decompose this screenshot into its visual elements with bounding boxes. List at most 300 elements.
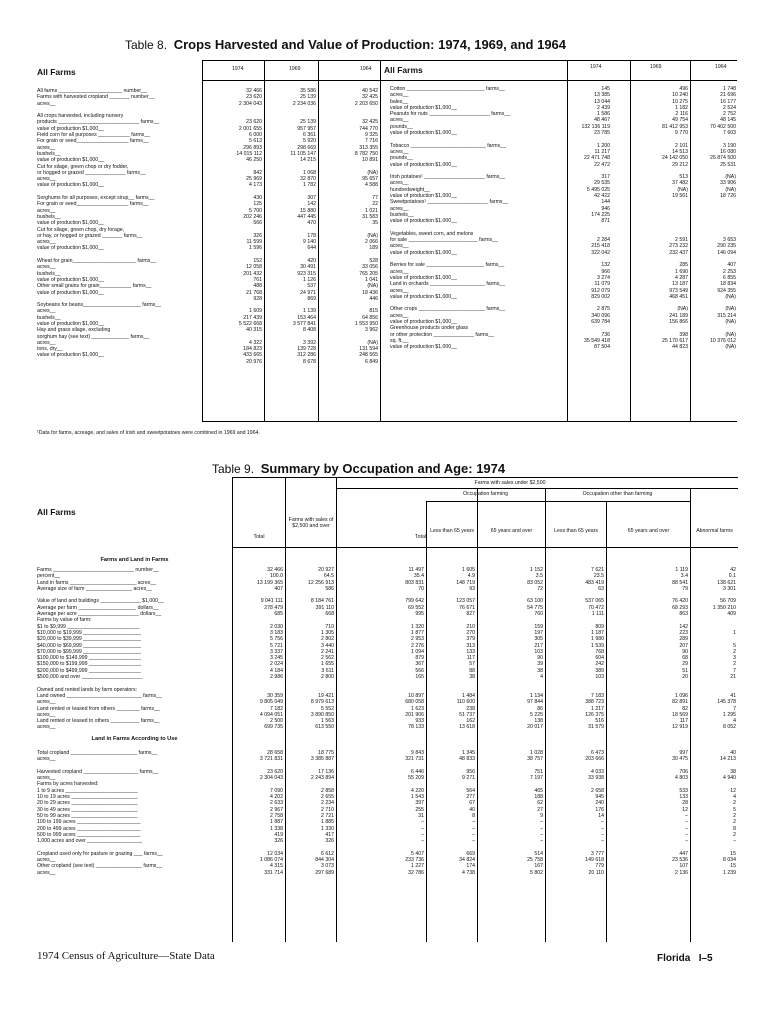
cell: 100 to 199 acres ______________________ xyxy=(37,819,141,826)
t8-right-year-1969: 1969 xyxy=(650,64,662,70)
cell: 12 256 913 xyxy=(308,579,334,586)
cell: 81 412 953 xyxy=(662,123,688,130)
cell: – xyxy=(685,825,688,832)
cell: 2 xyxy=(733,831,736,838)
cell: 48 833 xyxy=(459,756,475,763)
t9-column xyxy=(691,750,736,876)
cell: 3 962 xyxy=(365,327,378,334)
t8-right-year-1964: 1964 xyxy=(715,64,727,70)
t9-column xyxy=(478,750,543,876)
cell: 7 xyxy=(733,667,736,674)
cell: 1 484 xyxy=(462,692,475,699)
cell: 4 xyxy=(733,794,736,801)
cell: Cut for silage, green chop or dry fodder, xyxy=(37,163,129,170)
cell: 3 183 xyxy=(270,629,283,636)
cell: 409 xyxy=(727,611,736,618)
cell: 10 275 xyxy=(672,98,688,105)
cell: 829 002 xyxy=(591,293,610,300)
cell: 1 096 xyxy=(675,692,688,699)
cell: value of production $1,000__ xyxy=(390,318,457,325)
cell: Peanuts for nuts _____________________ farms__ xyxy=(390,111,510,118)
cell: (NA) xyxy=(367,232,378,239)
cell: acres__ xyxy=(37,308,56,315)
cell: 23 785 xyxy=(594,130,610,137)
cell: 468 451 xyxy=(669,293,688,300)
cell: 145 xyxy=(601,86,610,92)
cell: Vegetables, sweet corn, and melons xyxy=(390,230,474,237)
cell: 25 139 xyxy=(300,119,316,126)
cell: 326 xyxy=(274,838,283,845)
cell: 2 276 xyxy=(411,642,424,649)
cell: 176 xyxy=(595,806,604,813)
cell: value of production $1,000__ xyxy=(390,293,457,300)
cell: 12 xyxy=(682,806,688,813)
cell: 67 xyxy=(469,800,475,807)
cell: 289 xyxy=(679,636,688,643)
cell: 50 to 99 acres _______________________ xyxy=(37,812,138,819)
t9-hdr-occupation-other: Occupation other than farming xyxy=(582,491,653,497)
cell: 388 723 xyxy=(585,699,604,706)
cell: 20 927 xyxy=(318,567,334,573)
cell: 465 xyxy=(534,787,543,794)
cell: acres__ xyxy=(390,243,409,250)
cell: 63 xyxy=(598,585,604,592)
cell: 844 304 xyxy=(315,857,334,864)
cell: 928 xyxy=(253,295,262,302)
t8-right-labels xyxy=(390,86,550,350)
cell: 18 726 xyxy=(720,193,736,200)
cell: 537 xyxy=(307,283,316,290)
cell: 3 337 xyxy=(270,648,283,655)
cell: 1 605 xyxy=(462,567,475,573)
cell: 5 552 xyxy=(321,705,334,712)
cell: 51 737 xyxy=(459,711,475,718)
cell: 22 xyxy=(372,201,378,208)
cell: 7 183 xyxy=(591,692,604,699)
cell: 2 800 xyxy=(321,674,334,681)
cell: 40 xyxy=(730,750,736,756)
cell: 278 479 xyxy=(264,604,283,611)
t9-column xyxy=(286,567,334,731)
cell: 28 xyxy=(682,800,688,807)
cell: 18 775 xyxy=(318,750,334,756)
t9-colhdr-other-under65: Less than 65 years xyxy=(554,528,598,534)
cell: 1 305 xyxy=(321,629,334,636)
cell: Sweetpotatoes¹ _____________________ farms__ xyxy=(390,199,509,206)
cell: 3.5 xyxy=(535,573,543,580)
cell: – xyxy=(685,819,688,826)
cell: tons, dry__ xyxy=(37,346,63,353)
cell: 313 355 xyxy=(359,144,378,151)
cell: 779 xyxy=(595,863,604,870)
cell: 1 217 xyxy=(591,705,604,712)
cell: 203 666 xyxy=(585,756,604,763)
cell: 2 066 xyxy=(365,239,378,246)
cell: 40 315 xyxy=(246,327,262,334)
footer-census-title: 1974 Census of Agriculture—State Data xyxy=(37,950,215,962)
cell: 51 xyxy=(682,667,688,674)
cell: 90 xyxy=(682,648,688,655)
cell: $500,000 and over _____________________ xyxy=(37,674,143,681)
t9-column xyxy=(607,567,688,731)
cell: – xyxy=(685,812,688,819)
t8-right-col-1964 xyxy=(692,86,736,350)
cell: 2 439 xyxy=(597,104,610,111)
cell: Farms by acres harvested: xyxy=(37,781,99,788)
cell: 1 028 xyxy=(530,750,543,756)
cell: (NA) xyxy=(367,169,378,176)
cell: 54 775 xyxy=(527,604,543,611)
cell: 56 709 xyxy=(720,598,736,605)
cell: 391 110 xyxy=(315,604,334,611)
cell: 16 080 xyxy=(720,148,736,155)
cell: 331 714 xyxy=(264,869,283,876)
cell: 23.5 xyxy=(593,573,604,580)
cell: 2 524 xyxy=(723,104,736,111)
cell: 117 xyxy=(466,655,475,662)
cell: (NA) xyxy=(677,306,688,313)
cell: 3 777 xyxy=(591,850,604,857)
cell: 277 xyxy=(466,794,475,801)
cell: 1 200 xyxy=(597,142,610,149)
cell: $20,000 to $39,999 ____________________ xyxy=(37,636,141,643)
cell: 533 xyxy=(679,787,688,794)
cell: 3 245 xyxy=(270,655,283,662)
cell: bushels__ xyxy=(37,314,61,321)
cell: 100.0 xyxy=(270,573,283,580)
cell: 142 xyxy=(679,623,688,630)
t8-right-col-1969 xyxy=(632,86,688,350)
cell: 39 xyxy=(537,661,543,668)
cell: 270 xyxy=(466,629,475,636)
cell: 34 824 xyxy=(459,857,475,864)
cell: $150,000 to $199,999 __________________ xyxy=(37,661,141,668)
cell: 1 041 xyxy=(365,276,378,283)
cell: 842 xyxy=(253,169,262,176)
cell: Sorghums for all purposes, except sirup__ farms__ xyxy=(37,195,155,202)
cell: 23 536 xyxy=(672,857,688,864)
cell: 1 980 xyxy=(591,636,604,643)
cell: 1 623 xyxy=(411,705,424,712)
cell: bales__ xyxy=(390,98,409,105)
cell: 13 618 xyxy=(459,724,475,731)
t9-column xyxy=(286,750,334,876)
t9-hdr-occupation-farming: Occupation farming xyxy=(463,491,508,497)
cell: 27 xyxy=(537,806,543,813)
cell: 11 497 xyxy=(408,567,424,573)
cell: 30 359 xyxy=(267,692,283,699)
cell: 20 110 xyxy=(588,869,604,876)
cell: 68 xyxy=(682,655,688,662)
cell: – xyxy=(421,819,424,826)
cell: 31 583 xyxy=(362,213,378,220)
cell: 2 710 xyxy=(321,806,334,813)
cell: 88 541 xyxy=(672,579,688,586)
cell: 29 212 xyxy=(672,161,688,168)
cell: 7 182 xyxy=(270,705,283,712)
cell: 680 058 xyxy=(405,699,424,706)
cell: 202 246 xyxy=(243,213,262,220)
cell: 255 xyxy=(415,806,424,813)
cell: 827 xyxy=(466,611,475,618)
cell: 79 xyxy=(682,585,688,592)
cell: value of production $1,000__ xyxy=(390,218,457,225)
cell: acres__ xyxy=(390,148,409,155)
cell: 710 xyxy=(325,623,334,630)
cell: 152 xyxy=(253,258,262,265)
cell: 470 xyxy=(307,220,316,227)
cell: 3 385 887 xyxy=(310,756,334,763)
cell: 0.1 xyxy=(728,573,736,580)
t9-column xyxy=(427,567,475,731)
cell: 76 671 xyxy=(459,604,475,611)
cell: 1 539 xyxy=(591,642,604,649)
cell: sorghum hay (see text) _____________ farms__ xyxy=(37,333,150,340)
cell: 142 xyxy=(307,201,316,208)
cell: All farms ______________________ number__ xyxy=(37,88,147,94)
cell: 25 170 617 xyxy=(662,337,688,344)
cell: 2 802 xyxy=(321,636,334,643)
table9-left-header: All Farms xyxy=(37,507,76,517)
cell: 1 877 xyxy=(411,629,424,636)
cell: 23 620 xyxy=(246,119,262,126)
cell: $1 to $9,999 _________________________ xyxy=(37,623,140,630)
cell: – xyxy=(540,838,543,845)
cell: 313 xyxy=(466,642,475,649)
cell: 483 419 xyxy=(585,579,604,586)
cell: 20 017 xyxy=(527,724,543,731)
cell: 90 xyxy=(537,655,543,662)
cell: Other crops _______________________ farms__ xyxy=(390,306,506,313)
cell: 14 015 112 xyxy=(236,150,262,157)
cell: Irish potatoes¹ _____________________ farms__ xyxy=(390,174,506,181)
cell: All crops harvested, including nursery xyxy=(37,113,124,120)
cell: 184 823 xyxy=(243,346,262,353)
t8-left-col-1964 xyxy=(320,88,378,365)
cell: 1 543 xyxy=(411,794,424,801)
cell: 407 xyxy=(274,585,283,592)
cell: $40,000 to $69,999 ____________________ xyxy=(37,642,141,649)
cell: 201 432 xyxy=(243,270,262,277)
cell: $100,000 to $149,999 __________________ xyxy=(37,655,141,662)
cell: 210 xyxy=(466,623,475,630)
cell: acres__ xyxy=(37,699,56,706)
cell: 248 565 xyxy=(359,352,378,359)
cell: bushels__ xyxy=(37,150,61,157)
cell: 419 xyxy=(274,831,283,838)
cell: or hogged or grazed ______________ farms__ xyxy=(37,169,146,176)
cell: 133 xyxy=(679,794,688,801)
cell: 103 xyxy=(534,648,543,655)
cell: 1 690 xyxy=(675,268,688,275)
cell: Value of land and buildings ______________ $1,000__ xyxy=(37,598,164,605)
cell: 420 xyxy=(307,258,316,265)
cell: 87 504 xyxy=(594,344,610,351)
t9-column xyxy=(337,750,424,876)
t9-column xyxy=(427,750,475,876)
cell: 2 591 xyxy=(675,237,688,244)
cell: 21 xyxy=(730,674,736,681)
cell: 973 549 xyxy=(669,287,688,294)
cell: 10 240 xyxy=(672,92,688,99)
cell: sq. ft.__ xyxy=(390,337,409,344)
cell: 1 596 xyxy=(249,245,262,252)
cell: – xyxy=(601,825,604,832)
cell: 995 xyxy=(415,611,424,618)
cell: – xyxy=(472,831,475,838)
cell: 2 xyxy=(733,661,736,668)
cell: 447 445 xyxy=(297,213,316,220)
cell: 4 322 xyxy=(249,339,262,346)
cell: 70 xyxy=(418,585,424,592)
cell: 13 187 xyxy=(672,281,688,288)
cell: 4 184 xyxy=(270,667,283,674)
cell: For grain or seed__________________ farms__ xyxy=(37,201,149,208)
cell: 2 721 xyxy=(321,812,334,819)
cell: 82 891 xyxy=(672,699,688,706)
cell: 4 033 xyxy=(591,768,604,775)
cell: 215 418 xyxy=(591,243,610,250)
cell: 188 xyxy=(534,794,543,801)
cell: 966 xyxy=(601,268,610,275)
cell: 14 215 xyxy=(300,157,316,164)
cell: Farms ____________________________ number__ xyxy=(37,567,159,573)
cell: 389 xyxy=(595,667,604,674)
cell: acres__ xyxy=(390,117,409,124)
cell: 107 xyxy=(679,863,688,870)
cell: 8 678 xyxy=(303,358,316,365)
cell: 290 235 xyxy=(717,243,736,250)
cell: Land rented or leased to others __________ farms__ xyxy=(37,718,160,725)
cell: 2 xyxy=(733,800,736,807)
cell: 5 522 668 xyxy=(238,320,262,327)
cell: value of production $1,000__ xyxy=(390,104,457,111)
cell: 88 xyxy=(469,667,475,674)
cell: 761 xyxy=(253,276,262,283)
cell: 736 xyxy=(601,331,610,338)
cell: 57 xyxy=(469,661,475,668)
cell: 6 000 xyxy=(249,132,262,139)
cell: 11 105 147 xyxy=(290,150,316,157)
cell: 9 xyxy=(540,812,543,819)
cell: (NA) xyxy=(725,344,736,351)
cell: 2 203 650 xyxy=(354,100,378,107)
cell: 217 439 xyxy=(243,314,262,321)
cell: value of production $1,000__ xyxy=(37,182,104,189)
cell: 3 890 850 xyxy=(310,711,334,718)
cell: 3 653 xyxy=(723,237,736,244)
cell: pounds__ xyxy=(390,155,413,162)
table8-title xyxy=(125,37,566,52)
cell: 19 561 xyxy=(672,193,688,200)
cell: $10,000 to $19,999 ____________________ xyxy=(37,629,141,636)
cell: Land owned __________________________ farms__ xyxy=(37,692,162,699)
cell: – xyxy=(540,819,543,826)
t9-hdr-under-2500: Farms with sales under $2,500 xyxy=(474,480,546,486)
cell: 2 858 xyxy=(321,787,334,794)
cell: 46 250 xyxy=(246,157,262,164)
cell: 2 234 036 xyxy=(292,100,316,107)
cell: 117 xyxy=(679,718,688,725)
cell: 799 642 xyxy=(405,598,424,605)
cell: 566 xyxy=(415,667,424,674)
cell: 33 938 xyxy=(588,775,604,782)
cell: 1 320 xyxy=(411,623,424,630)
cell: 1 239 xyxy=(723,869,736,876)
cell: 924 355 xyxy=(717,287,736,294)
cell: 496 xyxy=(679,86,688,92)
cell: 863 xyxy=(679,611,688,618)
cell: 5 920 xyxy=(303,138,316,145)
cell: 1 885 xyxy=(321,819,334,826)
cell: percent__ xyxy=(37,573,61,580)
t9-section-farms-land: Farms and Land in Farms xyxy=(100,557,169,563)
cell: 174 xyxy=(466,863,475,870)
cell: – xyxy=(733,838,736,845)
cell: Land in farms _______________________ acres__ xyxy=(37,579,157,586)
cell: (NA) xyxy=(725,306,736,313)
cell: 528 xyxy=(369,258,378,265)
cell: 207 xyxy=(679,642,688,649)
cell: 223 xyxy=(679,629,688,636)
cell: 17 136 xyxy=(318,768,334,775)
cell: 21 696 xyxy=(720,92,736,99)
cell: For grain or seed__________________ farms__ xyxy=(37,138,149,145)
cell: – xyxy=(685,831,688,838)
t8-footnote: ¹Data for farms, acreage, and sales of Irish and sweetpotatoes were combined in 1969 and 1964. xyxy=(37,430,260,436)
cell: 1 086 074 xyxy=(259,857,283,864)
cell: acres__ xyxy=(37,857,56,864)
cell: acres__ xyxy=(390,205,409,212)
cell: Farms with harvested cropland _______ number__ xyxy=(37,94,155,101)
cell: acres__ xyxy=(37,100,56,107)
cell: 514 xyxy=(534,850,543,857)
cell: 945 xyxy=(595,794,604,801)
cell: 139 728 xyxy=(297,346,316,353)
cell: 5 756 xyxy=(270,636,283,643)
cell: 1 094 xyxy=(411,648,424,655)
cell: 744 770 xyxy=(359,125,378,132)
cell: 933 xyxy=(415,718,424,725)
cell: 4 588 xyxy=(365,182,378,189)
cell: 2 875 xyxy=(597,306,610,313)
cell: 8 xyxy=(472,812,475,819)
cell: 2 304 043 xyxy=(238,100,262,107)
cell: value of production $1,000__ xyxy=(390,193,457,200)
cell: 16 177 xyxy=(720,98,736,105)
cell: 2 001 655 xyxy=(238,125,262,132)
cell: 644 xyxy=(307,245,316,252)
cell: value of production $1,000__ xyxy=(390,249,457,256)
cell: 765 205 xyxy=(359,270,378,277)
cell: 20 976 xyxy=(246,358,262,365)
cell: 133 xyxy=(466,648,475,655)
cell: Average per acre _____________________ dollars__ xyxy=(37,611,162,618)
cell: 4 803 xyxy=(675,775,688,782)
cell: Tobacco __________________________ farms__ xyxy=(390,142,506,149)
cell: 138 xyxy=(534,718,543,725)
cell: 5 xyxy=(733,806,736,813)
cell: 10 to 19 acres _______________________ xyxy=(37,794,138,801)
cell: 174 225 xyxy=(591,211,610,218)
cell: bushels__ xyxy=(390,211,414,218)
cell: value of production $1,000__ xyxy=(37,289,104,296)
cell: 240 xyxy=(595,800,604,807)
cell: 1 xyxy=(733,629,736,636)
cell: 2 304 043 xyxy=(259,775,283,782)
cell: 62 xyxy=(537,800,543,807)
cell: 9 325 xyxy=(365,132,378,139)
